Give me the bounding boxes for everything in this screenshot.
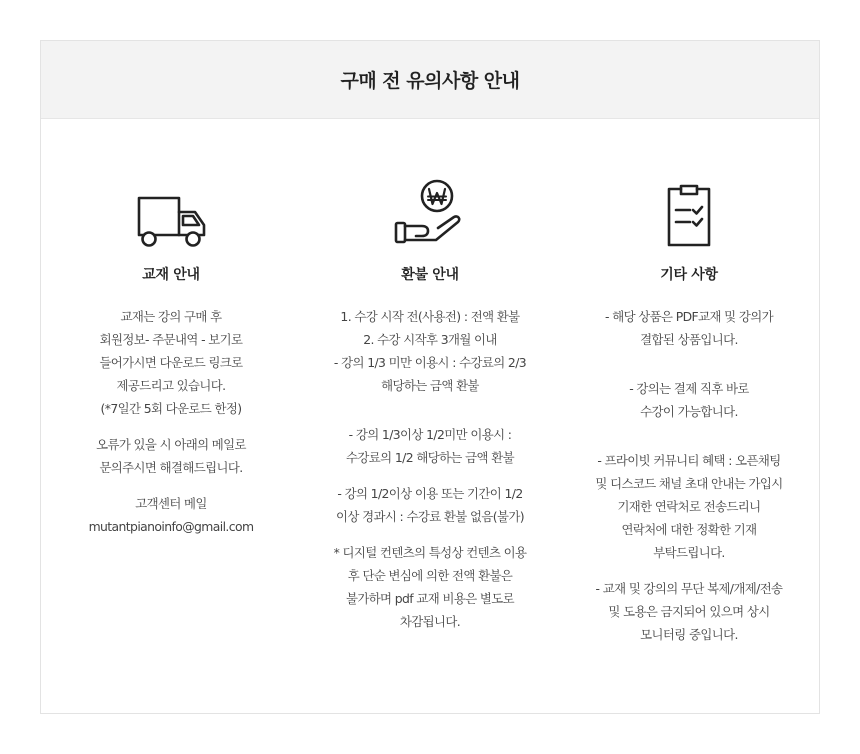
refund-hand-won-icon [392, 179, 468, 247]
body-line: 회원정보- 주문내역 - 보기로 [99, 332, 243, 347]
body-line: 이상 경과시 : 수강료 환불 없음(불가) [336, 509, 524, 524]
column-body [559, 305, 819, 646]
body-line: 제공드리고 있습니다. [116, 378, 226, 393]
body-line: 모니터링 중입니다. [640, 627, 738, 642]
body-line: 후 단순 변심에 의한 전액 환불은 [347, 568, 513, 583]
column-heading: 교재 안내 [142, 267, 200, 283]
purchase-notice-panel [40, 40, 820, 714]
body-line: 연락처에 대한 정확한 기재 [621, 522, 757, 537]
body-line: - 강의는 결제 직후 바로 [629, 381, 749, 396]
body-line: 부탁드립니다. [653, 545, 725, 560]
body-line: - 강의 1/2이상 이용 또는 기간이 1/2 [337, 486, 523, 501]
body-line: 교재는 강의 구매 후 [120, 309, 222, 324]
clipboard-checklist-icon [665, 183, 713, 247]
column-heading: 기타 사항 [660, 267, 718, 283]
page-title: 구매 전 유의사항 안내 [340, 70, 520, 92]
body-line: 문의주시면 해결해드립니다. [99, 460, 243, 475]
body-line: 들어가시면 다운로드 링크로 [99, 355, 243, 370]
body-line: (*7일간 5회 다운로드 한정) [100, 401, 242, 416]
body-line: 불가하며 pdf 교재 비용은 별도로 [345, 591, 515, 606]
body-line: - 교재 및 강의의 무단 복제/개제/전송 [595, 581, 783, 596]
body-line: * 디지털 컨텐츠의 특성상 컨텐츠 이용 [333, 545, 527, 560]
body-line: 및 도용은 금지되어 있으며 상시 [608, 604, 770, 619]
body-line: 해당하는 금액 환불 [381, 378, 479, 393]
panel-header [41, 41, 819, 119]
body-line: 고객센터 메일 [135, 496, 207, 511]
truck-icon [131, 195, 211, 247]
body-line: - 강의 1/3이상 1/2미만 이용시 : [348, 427, 512, 442]
column-heading: 환불 안내 [401, 267, 459, 283]
body-line: 오류가 있을 시 아래의 메일로 [96, 437, 246, 452]
body-line: 수강이 가능합니다. [640, 404, 738, 419]
body-line: 차감됩니다. [399, 614, 461, 629]
body-line: 기재한 연락처로 전송드리니 [617, 499, 761, 514]
support-email-link[interactable]: mutantpianoinfo@gmail.com [88, 519, 254, 534]
column-body [300, 305, 560, 633]
body-line: - 해당 상품은 PDF교재 및 강의가 [605, 309, 773, 324]
body-line: 1. 수강 시작 전(사용전) : 전액 환불 [340, 309, 520, 324]
body-line: - 강의 1/3 미만 이용시 : 수강료의 2/3 [333, 355, 527, 370]
body-line: 결합된 상품입니다. [640, 332, 738, 347]
body-line: - 프라이빗 커뮤니티 혜택 : 오픈채팅 [597, 453, 781, 468]
body-line: 및 디스코드 채널 초대 안내는 가입시 [595, 476, 783, 491]
body-line: 수강료의 1/2 해당하는 금액 환불 [346, 450, 514, 465]
column-body [41, 305, 301, 538]
body-line: 2. 수강 시작후 3개월 이내 [363, 332, 497, 347]
